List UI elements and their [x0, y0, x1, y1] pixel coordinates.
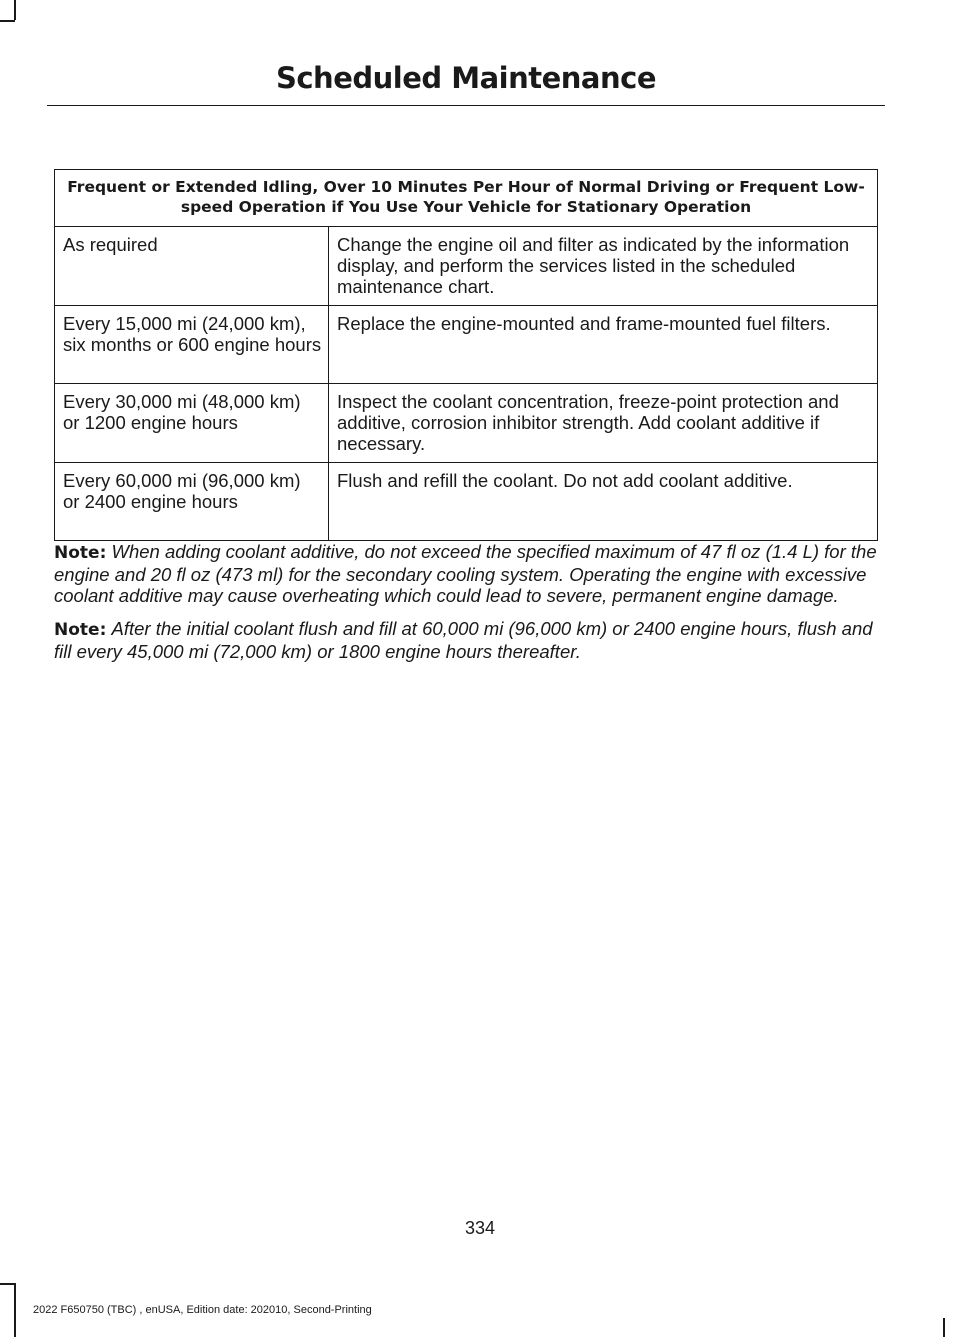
crop-mark-top-left: [14, 0, 16, 20]
crop-mark-bottom-left: [14, 1283, 16, 1337]
action-cell: Replace the engine-mounted and frame-mounted fuel filters.: [329, 306, 878, 384]
note-coolant-additive: [54, 541, 882, 606]
interval-cell: Every 30,000 mi (48,000 km) or 1200 engine hours: [55, 384, 329, 463]
page-header: [47, 58, 885, 98]
crop-mark-bottom-left-h: [0, 1283, 15, 1285]
interval-cell: As required: [55, 227, 329, 306]
table-header-row: [55, 170, 878, 227]
action-cell: Flush and refill the coolant. Do not add coolant additive.: [329, 463, 878, 541]
interval-cell: Every 60,000 mi (96,000 km) or 2400 engine hours: [55, 463, 329, 541]
action-cell: Change the engine oil and filter as indicated by the information display, and perform the services listed in the scheduled maintenance chart.: [329, 227, 878, 306]
page-number: 334: [464, 1218, 496, 1238]
edition-footer: 2022 F650750 (TBC) , enUSA, Edition date: 202010, Second-Printing: [33, 1304, 372, 1316]
crop-mark-bottom-right: [943, 1318, 945, 1337]
page-title: Scheduled Maintenance: [275, 61, 657, 95]
crop-mark-top-left-h: [0, 20, 15, 22]
table-row: [55, 227, 878, 306]
table-heading: Frequent or Extended Idling, Over 10 Minutes Per Hour of Normal Driving or Frequent Low-speed Operation if You Use Your Vehicle for Stationary Operation: [55, 170, 878, 227]
maintenance-table: [54, 169, 878, 541]
note-label: Note:: [54, 620, 107, 640]
interval-cell: Every 15,000 mi (24,000 km), six months or 600 engine hours: [55, 306, 329, 384]
action-cell: Inspect the coolant concentration, freeze-point protection and additive, corrosion inhibitor strength. Add coolant additive if necessary.: [329, 384, 878, 463]
note-text: After the initial coolant flush and fill at 60,000 mi (96,000 km) or 2400 engine hours, flush and fill every 45,000 mi (72,000 km) or 1800 engine hours thereafter.: [54, 618, 873, 662]
table-row: [55, 306, 878, 384]
table-row: [55, 384, 878, 463]
note-text: When adding coolant additive, do not exceed the specified maximum of 47 fl oz (1.4 L) for the engine and 20 fl oz (473 ml) for the secondary cooling system. Operating the engine with excessive coolant additive may cause overheating which could lead to severe, permanent engine damage.: [54, 541, 877, 606]
note-label: Note:: [54, 543, 107, 563]
notes-section: [54, 541, 882, 674]
header-rule: [47, 105, 885, 106]
table-row: [55, 463, 878, 541]
note-coolant-flush: [54, 618, 882, 662]
